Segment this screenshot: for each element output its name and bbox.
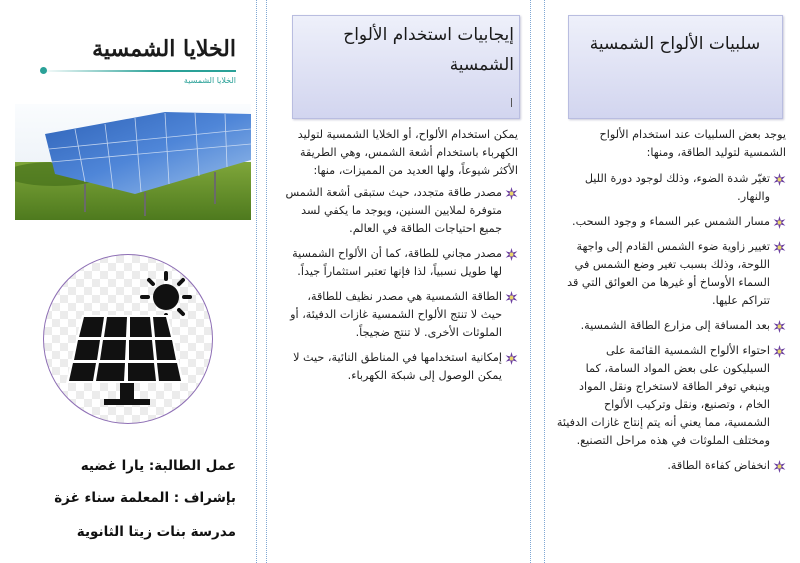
star-bullet-icon — [505, 248, 518, 261]
list-item: احتواء الألواح الشمسية القائمة على السيليكون على بعض المواد السامة، كما وينبغي توفر الطاقة لاستخراج ونقل المواد الخام ، وتصنيع، ونقل وتركيب الألواح الشمسية، مما يعني أنه يتم إنتاج غازات الدفيئة ومختلف الملوثات في هذه مراحل التصنيع. — [556, 342, 786, 450]
middle-panel-body — [284, 126, 518, 392]
fold-guide — [256, 0, 257, 563]
solar-panel-icon — [44, 255, 212, 423]
right-panel-intro: يوجد بعض السلبيات عند استخدام الألواح الشمسية لتوليد الطاقة، ومنها: — [599, 128, 786, 159]
fold-guide — [530, 0, 531, 563]
fold-guide — [544, 0, 545, 563]
title-underline — [40, 70, 236, 72]
right-panel-body — [556, 126, 786, 482]
middle-panel-list — [284, 184, 518, 385]
solar-icon-circle — [43, 254, 213, 424]
star-bullet-icon — [773, 320, 786, 333]
middle-panel-title: إيجابيات استخدام الألواح الشمسية — [343, 25, 514, 75]
star-bullet-icon — [505, 187, 518, 200]
list-item: الطاقة الشمسية هي مصدر نظيف للطاقة، حيث لا تنتج الألواح الشمسية غازات الدفيئة، أو الملوثات الأخرى. لا تنتج ضجيجاً. — [284, 288, 518, 342]
star-bullet-icon — [773, 460, 786, 473]
star-bullet-icon — [773, 345, 786, 358]
main-title: الخلايا الشمسية — [92, 36, 236, 62]
title-underline-dot — [40, 67, 47, 74]
fold-guide — [266, 0, 267, 563]
list-item: إمكانية استخدامها في المناطق النائية، حيث لا يمكن الوصول إلى شبكة الكهرباء. — [284, 349, 518, 385]
star-bullet-icon — [773, 241, 786, 254]
text-cursor-mark — [511, 98, 512, 107]
credit-supervisor: بإشراف : المعلمة سناء غزة — [54, 490, 236, 506]
list-item: تغيير زاوية ضوء الشمس القادم إلى واجهة اللوحة، وذلك بسبب تغير وضع الشمس في السماء الأوساخ أو غيرها من العوائق التي قد تتراكم عليها. — [556, 238, 786, 310]
main-subtitle: الخلايا الشمسية — [183, 76, 236, 85]
right-panel-title: سلبيات الألواح الشمسية — [589, 34, 761, 54]
credit-student: عمل الطالبة: يارا غضيه — [80, 458, 236, 474]
star-bullet-icon — [505, 352, 518, 365]
star-bullet-icon — [505, 291, 518, 304]
list-item: انخفاض كفاءة الطاقة. — [556, 457, 786, 475]
list-item: تغيّر شدة الضوء، وذلك لوجود دورة الليل والنهار. — [556, 170, 786, 206]
middle-panel-intro: يمكن استخدام الألواح، أو الخلايا الشمسية لتوليد الكهرباء باستخدام أشعة الشمس، وهي الطريقة الأكثر شيوعاً، ولها العديد من المميزات، منها: — [297, 128, 518, 177]
list-item: بعد المسافة إلى مزارع الطاقة الشمسية. — [556, 317, 786, 335]
credit-school: مدرسة بنات زيتا الثانوية — [76, 524, 236, 540]
list-item: مسار الشمس عبر السماء و وجود السحب. — [556, 213, 786, 231]
list-item: مصدر طاقة متجدد، حيث ستبقى أشعة الشمس متوفرة لملايين السنين، ويوجد ما يكفي لسد جميع احتياجات الطاقة في العالم. — [284, 184, 518, 238]
solar-panels-photo — [15, 104, 251, 220]
right-panel-list — [556, 170, 786, 475]
list-item: مصدر مجاني للطاقة، كما أن الألواح الشمسية لها طويل نسبياً، لذا فإنها تعتبر استثماراً جيداً. — [284, 245, 518, 281]
right-title-box — [568, 15, 783, 119]
star-bullet-icon — [773, 216, 786, 229]
star-bullet-icon — [773, 173, 786, 186]
